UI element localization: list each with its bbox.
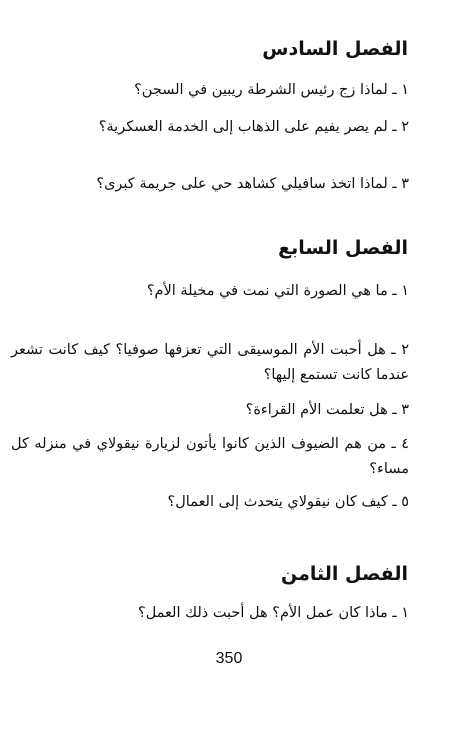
chapter-8-heading: الفصل الثامن xyxy=(280,563,408,585)
chapter-7-question-4: ٤ ـ من هم الضيوف الذين كانوا يأتون لزيارة نيقولاي في منزله كل مساء؟ xyxy=(11,436,409,477)
chapter-7-question-5: ٥ ـ كيف كان نيقولاي يتحدث إلى العمال؟ xyxy=(167,494,409,510)
chapter-6-heading: الفصل السادس xyxy=(262,38,408,60)
page-number: 350 xyxy=(215,650,243,667)
chapter-6-question-1: ١ ـ لماذا زج رئيس الشرطة ريبين في السجن؟ xyxy=(134,82,409,98)
chapter-7-question-1: ١ ـ ما هي الصورة التي نمت في مخيلة الأم؟ xyxy=(146,283,409,299)
chapter-7-question-3: ٣ ـ هل تعلمت الأم القراءة؟ xyxy=(245,402,409,418)
chapter-6-question-2: ٢ ـ لم يصر يفيم على الذهاب إلى الخدمة العسكرية؟ xyxy=(98,119,409,135)
chapter-8-question-1: ١ ـ ماذا كان عمل الأم؟ هل أحبت ذلك العمل؟ xyxy=(138,605,409,621)
chapter-7-heading: الفصل السابع xyxy=(278,237,408,259)
chapter-7-question-2: ٢ ـ هل أحبت الأم الموسيقى التي تعزفها صوفيا؟ كيف كانت تشعر عندما كانت تستمع إليها؟ xyxy=(11,342,409,383)
chapter-6-question-3: ٣ ـ لماذا اتخذ سافيلي كشاهد حي على جريمة كبرى؟ xyxy=(96,176,409,192)
